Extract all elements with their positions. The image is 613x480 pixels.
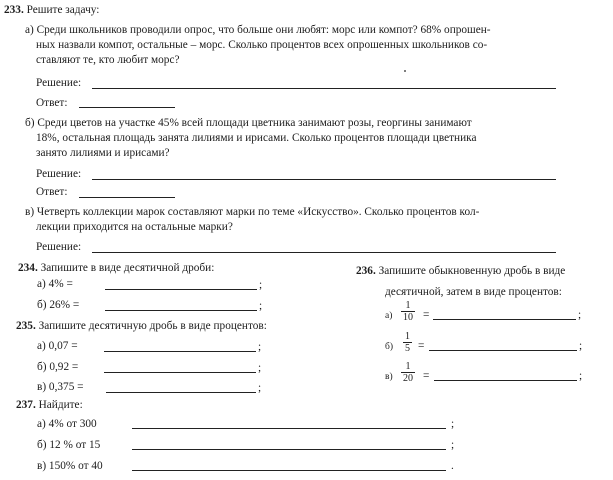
task-235a-answer-line[interactable] — [104, 351, 256, 352]
task-234-number: 234. — [18, 262, 38, 274]
task-233c-solution-label: Решение: — [36, 241, 82, 253]
speck — [404, 70, 406, 72]
task-235c-label: в) 0,375 = — [37, 381, 84, 393]
task-236a-label: а) — [385, 311, 393, 321]
fraction-denominator: 5 — [405, 343, 410, 354]
task-236b-answer-line[interactable] — [429, 350, 577, 351]
task-237c-answer-line[interactable] — [132, 470, 446, 471]
task-234b-end: ; — [259, 300, 263, 312]
task-236b-fraction — [403, 331, 412, 354]
task-237-header — [16, 398, 83, 412]
task-234a-label: а) 4% = — [37, 278, 73, 290]
task-236a-equals: = — [423, 309, 430, 321]
task-235-title: Запишите десятичную дробь в виде процентов: — [38, 320, 267, 332]
task-235a-label: а) 0,07 = — [37, 340, 78, 352]
task-236a-fraction — [401, 300, 415, 323]
task-233a-line-1: а) Среди школьников проводили опрос, что больше они любят: морс или компот? 68% опрошен- — [25, 24, 491, 36]
task-234b-label: б) 26% = — [37, 299, 80, 311]
task-236-title-line-1: Запишите обыкновенную дробь в виде — [378, 265, 566, 277]
task-233a-solution-line[interactable] — [92, 88, 556, 89]
task-236c-answer-line[interactable] — [434, 380, 577, 381]
task-235c-end: ; — [258, 382, 262, 394]
task-233a-solution-label: Решение: — [36, 77, 82, 89]
task-237b-answer-line[interactable] — [132, 449, 446, 450]
fraction-numerator: 1 — [405, 331, 410, 342]
task-235a-end: ; — [258, 341, 262, 353]
task-233a-answer-label: Ответ: — [36, 97, 68, 109]
task-236c-label: в) — [385, 372, 393, 382]
fraction-denominator: 20 — [403, 373, 413, 384]
task-233c-line-2: лекции приходится на остальные марки? — [36, 221, 233, 233]
task-236a-end: ; — [578, 309, 582, 321]
task-234-header — [18, 261, 214, 275]
task-234a-end: ; — [259, 279, 263, 291]
fraction-denominator: 10 — [403, 312, 413, 323]
task-235b-label: б) 0,92 = — [37, 361, 79, 373]
task-236c-end: ; — [579, 370, 583, 382]
task-233b-line-2: 18%, остальная площадь занята лилиями и ирисами. Сколько процентов площади цветника — [36, 132, 477, 144]
task-237-title: Найдите: — [38, 399, 83, 411]
task-234b-answer-line[interactable] — [105, 310, 257, 311]
task-236-header — [356, 264, 565, 278]
task-237c-label: в) 150% от 40 — [37, 460, 103, 472]
fraction-numerator: 1 — [405, 300, 411, 311]
task-233-header — [4, 3, 99, 17]
task-233a-line-3: ставляют те, кто любит морс? — [36, 54, 180, 66]
task-236-number: 236. — [356, 265, 376, 277]
task-233b-answer-label: Ответ: — [36, 186, 68, 198]
task-237b-label: б) 12 % от 15 — [37, 439, 101, 451]
task-235-header — [16, 319, 267, 333]
task-235b-answer-line[interactable] — [104, 372, 256, 373]
fraction-numerator: 1 — [405, 361, 411, 372]
task-236c-equals: = — [423, 370, 430, 382]
task-236c-fraction — [401, 361, 415, 384]
task-236b-label: б) — [385, 342, 393, 352]
task-233b-line-3: занято лилиями и ирисами? — [36, 147, 170, 159]
task-237a-label: а) 4% от 300 — [37, 418, 97, 430]
task-233a-answer-line[interactable] — [79, 107, 175, 108]
task-233-number: 233. — [4, 4, 24, 16]
task-237a-answer-line[interactable] — [132, 428, 446, 429]
task-237c-end: . — [451, 460, 454, 472]
task-235c-answer-line[interactable] — [106, 392, 256, 393]
task-233c-line-1: в) Четверть коллекции марок составляют марки по теме «Искусство». Сколько процентов кол- — [25, 206, 480, 218]
task-236a-answer-line[interactable] — [433, 319, 576, 320]
task-236b-end: ; — [579, 340, 583, 352]
task-234a-answer-line[interactable] — [105, 289, 257, 290]
task-233b-answer-line[interactable] — [79, 197, 175, 198]
task-235b-end: ; — [258, 362, 262, 374]
task-233c-solution-line[interactable] — [92, 252, 556, 253]
task-236-title-line-2: десятичной, затем в виде процентов: — [385, 286, 562, 298]
task-233a-line-2: ных назвали компот, остальные – морс. Сколько процентов всех опрошенных школьников со- — [36, 39, 488, 51]
task-233b-solution-label: Решение: — [36, 168, 82, 180]
task-237b-end: ; — [451, 439, 455, 451]
task-237a-end: ; — [451, 418, 455, 430]
task-236b-equals: = — [418, 340, 425, 352]
task-233-title: Решите задачу: — [26, 4, 100, 16]
task-233b-line-1: б) Среди цветов на участке 45% всей площади цветника занимают розы, георгины занимают — [25, 117, 472, 129]
task-237-number: 237. — [16, 399, 36, 411]
task-234-title: Запишите в виде десятичной дроби: — [40, 262, 215, 274]
task-233b-solution-line[interactable] — [92, 179, 556, 180]
task-235-number: 235. — [16, 320, 36, 332]
